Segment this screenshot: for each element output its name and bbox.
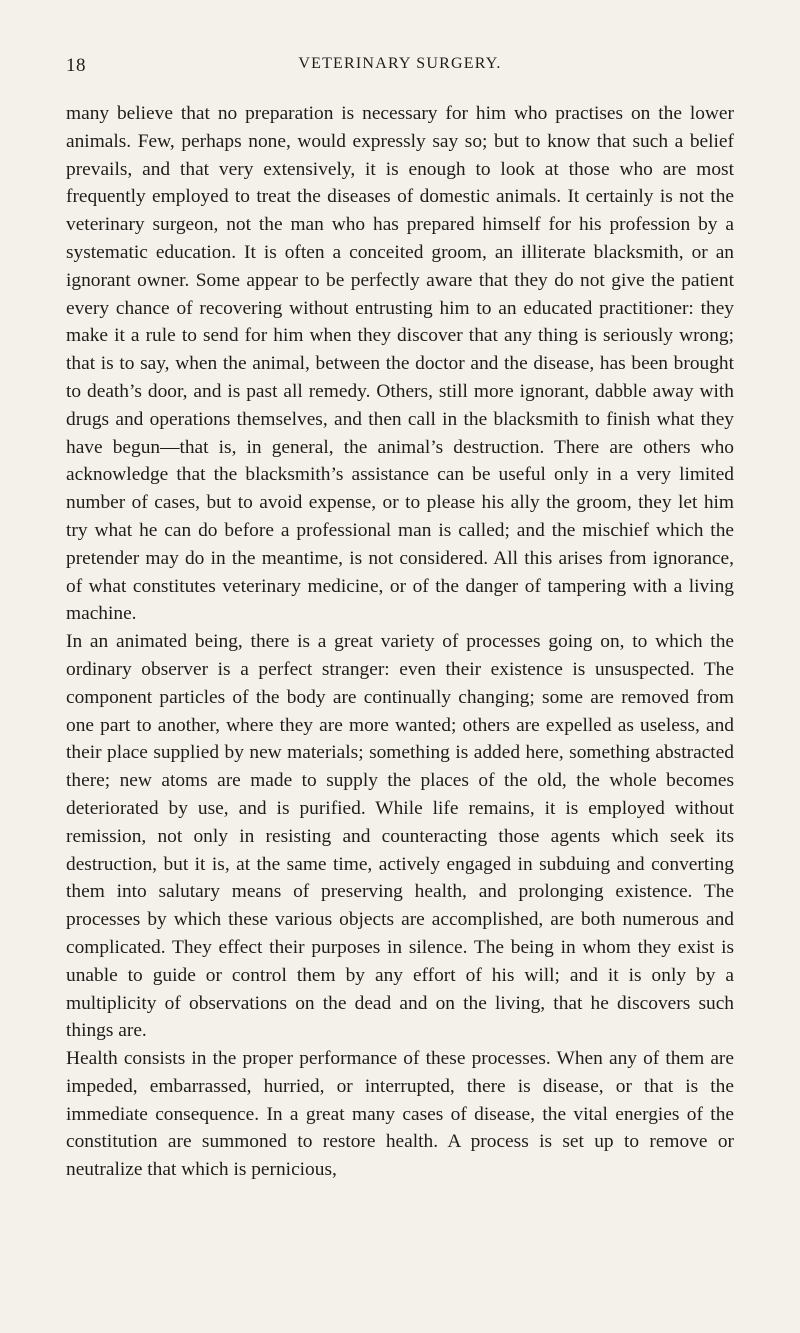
running-title: VETERINARY SURGERY. bbox=[298, 55, 502, 72]
paragraph-2: In an animated being, there is a great variety of processes going on, to which the ordinary observer is a perfect stranger: even their existence is unsuspected. The component particles of the body are continually changing; some are removed from one part to another, where they are more wanted; others are expelled as useless, and their place supplied by new materials; something is added here, something abstracted there; new atoms are made to supply the places of the old, the whole becomes deteriorated by use, and is purified. While life remains, it is employed without remission, not only in resisting and counteracting those agents which seek its destruction, but it is, at the same time, actively engaged in subduing and converting them into salutary means of preserving health, and prolonging existence. The processes by which these various objects are accomplished, are both numerous and complicated. They effect their purposes in silence. The being in whom they exist is unable to guide or control them by any effort of his will; and it is only by a multiplicity of observations on the dead and on the living, that he discovers such things are. bbox=[66, 631, 734, 1042]
page-header bbox=[66, 55, 734, 85]
paragraph-3: Health consists in the proper performance of these processes. When any of them are impeded, embarrassed, hurried, or interrupted, there is disease, or that is the immediate consequence. In a great many cases of disease, the vital energies of the constitution are summoned to restore health. A process is set up to remove or neutralize that which is pernicious, bbox=[66, 1048, 734, 1181]
page-number: 18 bbox=[66, 55, 86, 76]
paragraph-1: many believe that no preparation is necessary for him who practises on the lower animals. Few, perhaps none, would expressly say so; but to know that such a belief prevails, and that very extensively, it is enough to look at those who are most frequently employed to treat the diseases of domestic animals. It certainly is not the veterinary surgeon, not the man who has prepared himself for his profession by a systematic education. It is often a conceited groom, an illiterate blacksmith, or an ignorant owner. Some appear to be perfectly aware that they do not give the patient every chance of recovering without entrusting him to an educated practitioner: they make it a rule to send for him when they discover that any thing is seriously wrong; that is to say, when the animal, between the doctor and the disease, has been brought to death’s door, and is past all remedy. Others, still more ignorant, dabble away with drugs and operations themselves, and then call in the blacksmith to finish what they have begun—that is, in general, the animal’s destruction. There are others who acknowledge that the blacksmith’s assistance can be useful only in a very limited number of cases, but to avoid expense, or to please his ally the groom, they let him try what he can do before a professional man is called; and the mischief which the pretender may do in the meantime, is not considered. All this arises from ignorance, of what constitutes veterinary medicine, or of the danger of tampering with a living machine. bbox=[66, 103, 734, 625]
body-text bbox=[66, 100, 734, 1184]
